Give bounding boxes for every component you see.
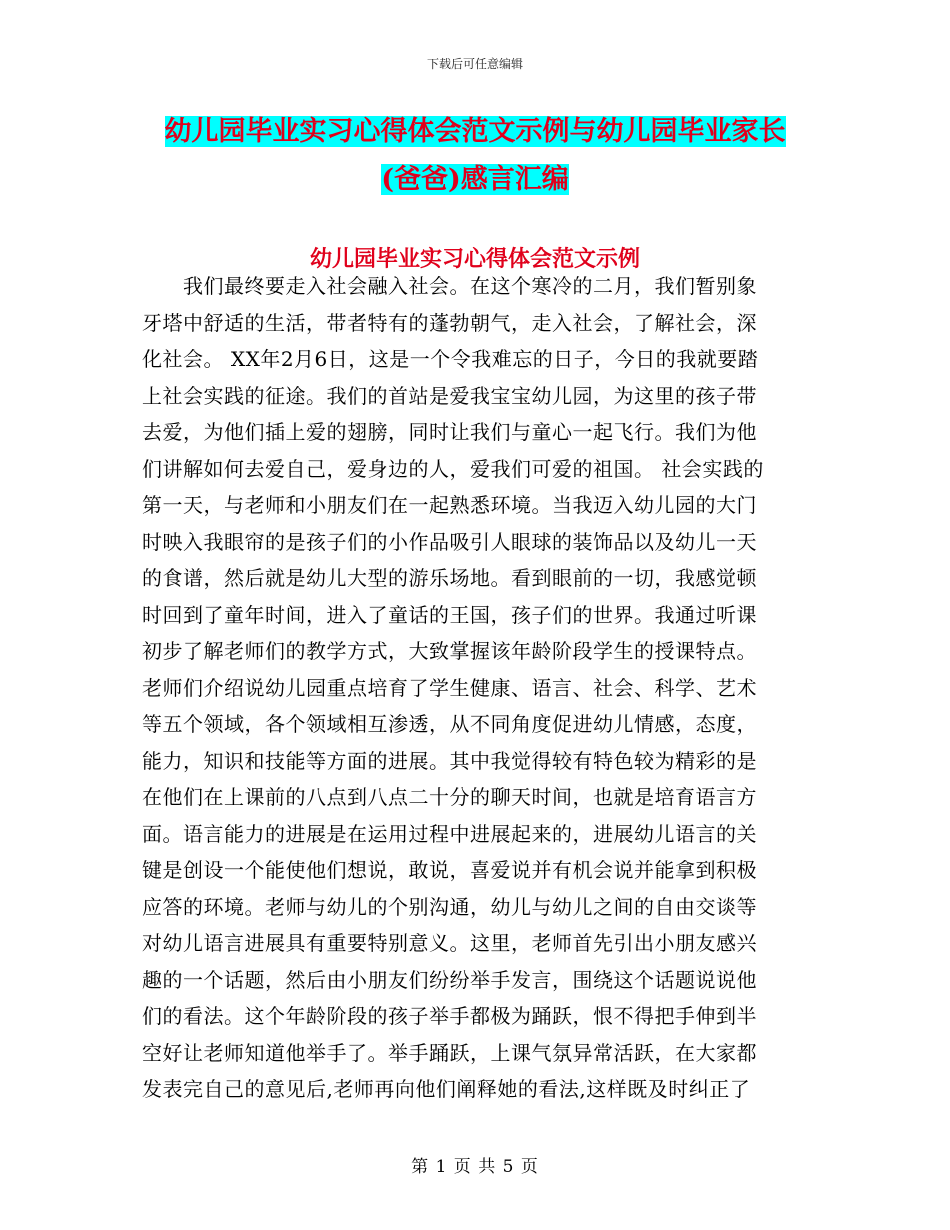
body-line: 能力，知识和技能等方面的进展。其中我觉得较有特色较为精彩的是 — [142, 748, 757, 773]
document-title — [142, 108, 808, 204]
body-line: 应答的环境。老师与幼儿的个别沟通，幼儿与幼儿之间的自由交谈等 — [142, 894, 757, 919]
body-text — [142, 268, 808, 1108]
body-line: 时映入我眼帘的是孩子们的小作品吸引人眼球的装饰品以及幼儿一天 — [142, 529, 757, 554]
body-line: 发表完自己的意见后,老师再向他们阐释她的看法,这样既及时纠正了 — [142, 1077, 751, 1101]
header-note: 下载后可任意编辑 — [426, 57, 523, 71]
body-line: 面。语言能力的进展是在运用过程中进展起来的，进展幼儿语言的关 — [142, 821, 757, 846]
body-line: 对幼儿语言进展具有重要特别意义。这里，老师首先引出小朋友感兴 — [142, 931, 757, 955]
body-line: 牙塔中舒适的生活，带者特有的蓬勃朝气，走入社会，了解社会，深 — [142, 310, 757, 335]
body-line: 空好让老师知道他举手了。举手踊跃，上课气氛异常活跃，在大家都 — [142, 1040, 757, 1065]
body-line: 老师们介绍说幼儿园重点培育了学生健康、语言、社会、科学、艺术 — [142, 675, 757, 700]
body-line: 去爱，为他们插上爱的翅膀，同时让我们与童心一起飞行。我们为他 — [142, 420, 757, 444]
body-line: 的食谱，然后就是幼儿大型的游乐场地。看到眼前的一切，我感觉顿 — [142, 566, 757, 590]
body-line: 们讲解如何去爱自己，爱身边的人，爱我们可爱的祖国。 社会实践的 — [142, 456, 764, 481]
body-line: 等五个领域，各个领域相互渗透，从不同角度促进幼儿情感，态度， — [142, 712, 757, 736]
body-line: 我们最终要走入社会融入社会。在这个寒冷的二月，我们暂别象 — [142, 274, 757, 298]
section-title: 幼儿园毕业实习心得体会范文示例 — [309, 246, 640, 272]
body-line: 们的看法。这个年龄阶段的孩子举手都极为踊跃，恨不得把手伸到半 — [142, 1004, 757, 1028]
body-line: 趣的一个话题，然后由小朋友们纷纷举手发言，围绕这个话题说说他 — [142, 967, 757, 992]
document-title-line-1: 幼儿园毕业实习心得体会范文示例与幼儿园毕业家长 — [164, 116, 786, 147]
document-title-line-2: (爸爸)感言汇编 — [381, 164, 569, 195]
body-line: 在他们在上课前的八点到八点二十分的聊天时间，也就是培育语言方 — [142, 785, 757, 809]
body-line: 上社会实践的征途。我们的首站是爱我宝宝幼儿园，为这里的孩子带 — [142, 383, 757, 408]
body-line: 化社会。 XX年2月6日，这是一个令我难忘的日子，今日的我就要踏 — [142, 347, 759, 371]
body-line: 第一天，与老师和小朋友们在一起熟悉环境。当我迈入幼儿园的大门 — [142, 493, 757, 517]
body-line: 时回到了童年时间，进入了童话的王国，孩子们的世界。我通过听课 — [142, 602, 757, 627]
body-line: 初步了解老师们的教学方式，大致掌握该年龄阶段学生的授课特点。 — [142, 639, 757, 663]
page-number-footer: 第 1 页 共 5 页 — [411, 1157, 539, 1177]
body-line: 键是创设一个能使他们想说，敢说，喜爱说并有机会说并能拿到积极 — [142, 858, 757, 882]
